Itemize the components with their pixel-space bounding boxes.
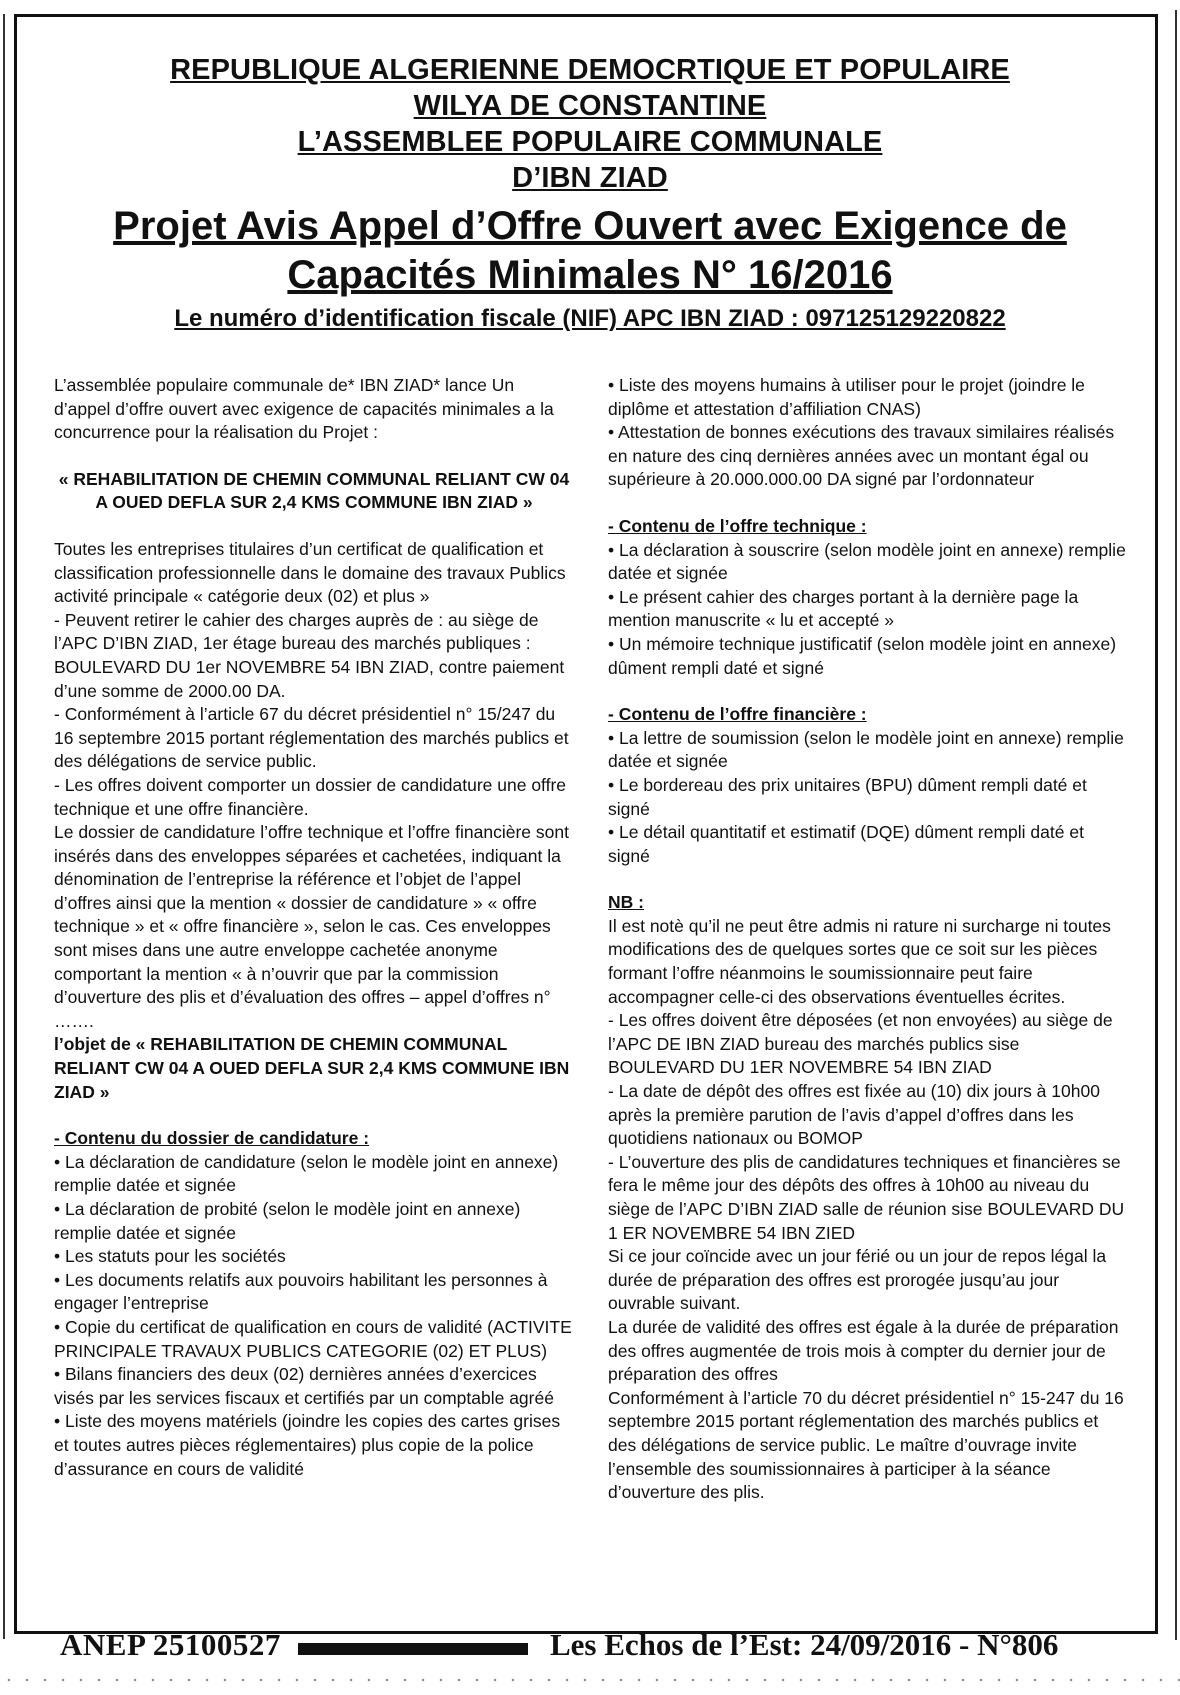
header-republic: REPUBLIQUE ALGERIENNE DEMOCRTIQUE ET POPULAIRE — [170, 54, 1010, 86]
list-item: • Liste des moyens matériels (joindre les copies des cartes grises et toutes autres pièces réglementaires) plus copie de la police d’assurance en cours de validité — [54, 1411, 561, 1479]
list-item: • Un mémoire technique justificatif (selon modèle joint en annexe) dûment rempli daté et signé — [608, 633, 1117, 678]
notice-title-line2: Capacités Minimales N° 16/2016 — [287, 253, 893, 297]
list-item: • Les statuts pour les sociétés — [54, 1246, 286, 1267]
notice-header — [40, 52, 1140, 334]
offer-composition-paragraph: - Les offres doivent comporter un dossier de candidature une offre technique et une offre financière. — [54, 774, 567, 819]
list-item: • Attestation de bonnes exécutions des travaux similaires réalisés en nature des cinq dernières années avec un montant égal ou supérieure à 20.000.000.00 DA signé par l’ordonnateur — [608, 422, 1115, 490]
scan-edge-left — [3, 14, 5, 1639]
publication-footer — [40, 1622, 1150, 1662]
list-item: • Copie du certificat de qualification en cours de validité (ACTIVITE PRINCIPALE TRAVAUX PUBLICS CATEGORIE (02) ET PLUS) — [54, 1316, 572, 1361]
section-candidature-heading: - Contenu du dossier de candidature : — [54, 1128, 370, 1149]
list-item: • Le bordereau des prix unitaires (BPU) dûment rempli daté et signé — [608, 774, 1087, 819]
fiscal-id-line: Le numéro d’identification fiscale (NIF) APC IBN ZIAD : 097125129220822 — [174, 305, 1006, 332]
intro-paragraph: L’assemblée populaire communale de* IBN ZIAD* lance Un d’appel d’offre ouvert avec exigence de capacités minimales a la concurrence pour la réalisation du Projet : — [54, 375, 554, 443]
notice-title-line1: Projet Avis Appel d’Offre Ouvert avec Exigence de — [113, 204, 1067, 248]
separator-bar — [298, 1643, 528, 1655]
header-commune: D’IBN ZIAD — [512, 162, 668, 194]
project-title: « REHABILITATION DE CHEMIN COMMUNAL RELIANT CW 04 A OUED DEFLA SUR 2,4 KMS COMMUNE IBN ZIAD » — [58, 468, 570, 513]
list-item: • Le détail quantitatif et estimatif (DQE) dûment rempli daté et signé — [608, 822, 1084, 866]
publication-source: Les Echos de l’Est: 24/09/2016 - N°806 — [550, 1627, 1059, 1662]
scan-noise-row — [0, 1675, 1180, 1685]
list-item: • La déclaration à souscrire (selon modèle joint en annexe) remplie datée et signée — [608, 539, 1126, 584]
nb-paragraph: - Les offres doivent être déposées (et non envoyées) au siège de l’APC DE IBN ZIAD bureau des marchés publics sise BOULEVARD DU 1ER NOVEMBRE 54 IBN ZIAD — [608, 1010, 1113, 1078]
eligibility-paragraph: Toutes les entreprises titulaires d’un certificat de qualification et classification professionnelle dans le domaine des travaux Publics activité principale « catégorie deux (02) et plus » — [54, 538, 566, 607]
header-wilaya: WILYA DE CONSTANTINE — [413, 90, 767, 122]
list-item: • La déclaration de probité (selon le modèle joint en annexe) remplie datée et signée — [54, 1199, 521, 1243]
left-column — [54, 374, 574, 1481]
list-item: • La déclaration de candidature (selon le modèle joint en annexe) remplie datée et signée — [54, 1151, 559, 1196]
list-item: • Bilans financiers des deux (02) dernières années d’exercices visés par les services fiscaux et certifiés par un comptable agréé — [54, 1364, 554, 1408]
decree-paragraph: - Conformément à l’article 67 du décret présidentiel n° 15/247 du 16 septembre 2015 portant réglementation des marchés publics et des délégations de service public. — [54, 704, 569, 772]
nb-paragraph: Conformément à l’article 70 du décret présidentiel n° 15-247 du 16 septembre 2015 portant réglementation des marchés publics et des délégations de service public. Le maître d’ouvrage invite l’ensemble des soumissionnaires à participer à la séance d’ouverture des plis. — [608, 1387, 1124, 1503]
nb-paragraph: Il est notè qu’il ne peut être admis ni rature ni surcharge ni toutes modifications des de quelques sortes que ce soit sur les pièces formant l’offre néanmoins le soumissionnaire peut faire accompagner celle-ci des observations éventuelles écrites. — [608, 915, 1111, 1007]
nb-paragraph: Si ce jour coïncide avec un jour férié ou un jour de repos légal la durée de préparation des offres est prorogée jusqu’au jour ouvrable suivant. — [608, 1246, 1107, 1314]
list-item: • Le présent cahier des charges portant à la dernière page la mention manuscrite « lu et accepté » — [608, 586, 1079, 631]
section-financial-heading: - Contenu de l’offre financière : — [608, 704, 867, 725]
anep-reference: ANEP 25100527 — [60, 1627, 281, 1662]
section-technical-heading: - Contenu de l’offre technique : — [608, 515, 867, 536]
nb-heading: NB : — [608, 892, 644, 913]
scan-edge-right — [1175, 10, 1177, 1640]
nb-paragraph: La durée de validité des offres est égale à la durée de préparation des offres augmentée de trois mois à compter du dernier jour de préparation des offres — [608, 1316, 1119, 1385]
list-item: • Les documents relatifs aux pouvoirs habilitant les personnes à engager l’entreprise — [54, 1269, 548, 1314]
nb-paragraph: - L’ouverture des plis de candidatures techniques et financières se fera le même jour des dépôts des offres à 10h00 au niveau du siège de l’APC D’IBN ZIAD salle de réunion sise BOULEVARD DU 1 ER NOVEMBRE 54 IBN ZIED — [608, 1151, 1125, 1243]
nb-paragraph: - La date de dépôt des offres est fixée au (10) dix jours à 10h00 après la première parution de l’avis d’appel d’offres dans les quotidiens nationaux ou BOMOP — [608, 1081, 1100, 1149]
right-column — [608, 374, 1128, 1505]
object-paragraph: l’objet de « REHABILITATION DE CHEMIN COMMUNAL RELIANT CW 04 A OUED DEFLA SUR 2,4 KMS COMMUNE IBN ZIAD » — [54, 1034, 570, 1102]
header-assembly: L’ASSEMBLEE POPULAIRE COMMUNALE — [297, 126, 883, 158]
list-item: • La lettre de soumission (selon le modèle joint en annexe) remplie datée et signée — [608, 727, 1124, 772]
list-item: • Liste des moyens humains à utiliser pour le projet (joindre le diplôme et attestation d’affiliation CNAS) — [608, 375, 1085, 419]
withdrawal-paragraph: - Peuvent retirer le cahier des charges auprès de : au siège de l’APC D’IBN ZIAD, 1er étage bureau des marchés publiques : BOULEVARD DU 1er NOVEMBRE 54 IBN ZIAD, contre paiement d’une somme de 2000.00 DA. — [54, 609, 565, 701]
envelope-paragraph: Le dossier de candidature l’offre technique et l’offre financière sont insérés dans des enveloppes séparées et cachetées, indiquant la dénomination de l’entreprise la référence et l’objet de l’appel d’offres ainsi que la mention « dossier de candidature » « offre technique » et « offre financière », selon le cas. Ces enveloppes sont mises dans une autre enveloppe cachetée anonyme comportant la mention « à n’ouvrir que par la commission d’ouverture des plis et d’évaluation des offres – appel d’offres n° ……. — [54, 822, 569, 1031]
